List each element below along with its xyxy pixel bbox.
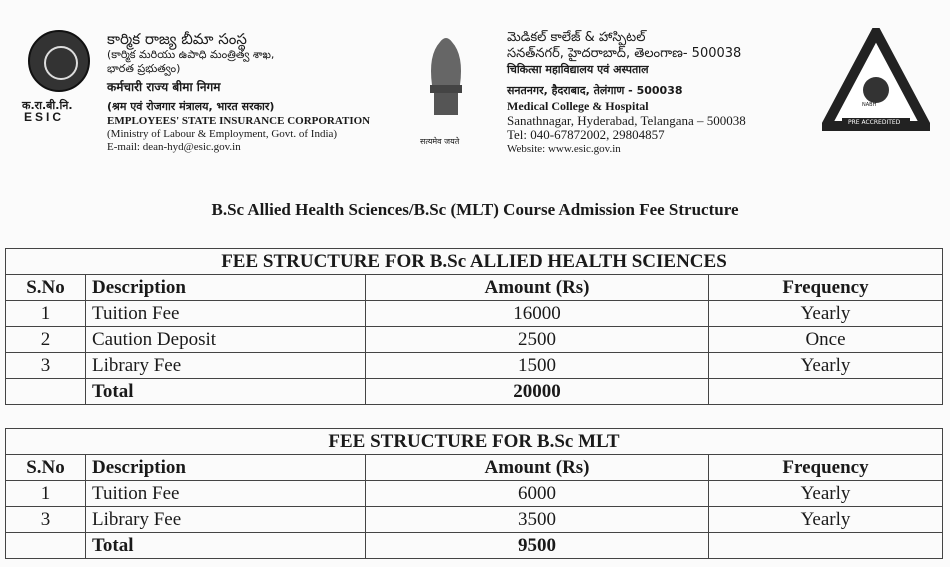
address-text: Sanathnagar, Hyderabad, Telangana – 500038 <box>507 113 746 128</box>
table-cell: 1 <box>6 301 86 327</box>
table-cell: 2500 <box>366 327 709 353</box>
total-amount: 20000 <box>366 379 709 405</box>
email-text: E-mail: dean-hyd@esic.gov.in <box>107 141 241 153</box>
column-header: S.No <box>6 455 86 481</box>
table-caption: FEE STRUCTURE FOR B.Sc MLT <box>6 429 943 455</box>
table-cell: 16000 <box>366 301 709 327</box>
esic-logo <box>28 30 90 92</box>
emblem-caption: सत्यमेव जयते <box>420 137 460 146</box>
website-text: Website: www.esic.gov.in <box>507 143 621 155</box>
column-header: Description <box>86 275 366 301</box>
column-header: S.No <box>6 275 86 301</box>
column-header: Frequency <box>709 455 943 481</box>
total-amount: 9500 <box>366 533 709 559</box>
table-cell: Yearly <box>709 353 943 379</box>
telephone-text: Tel: 040-67872002, 29804857 <box>507 127 665 142</box>
table-cell: 2 <box>6 327 86 353</box>
table-cell: Yearly <box>709 301 943 327</box>
nabh-name: NABH <box>862 102 877 108</box>
total-label: Total <box>86 379 366 405</box>
english-college-name: Medical College & Hospital <box>507 99 649 113</box>
table-cell: 3 <box>6 507 86 533</box>
english-org-name: EMPLOYEES' STATE INSURANCE CORPORATION <box>107 115 371 127</box>
national-emblem-icon <box>418 30 474 120</box>
hindi-ministry: (श्रम एवं रोजगार मंत्रालय, भारत सरकार) <box>107 100 275 113</box>
telugu-ministry: (కార్మిక మరియు ఉపాధి మంత్రిత్వ శాఖ, <box>107 48 275 61</box>
ministry-text: (Ministry of Labour & Employment, Govt. of India) <box>107 128 338 140</box>
table-cell: Once <box>709 327 943 353</box>
table-cell: Yearly <box>709 481 943 507</box>
telugu-govt: భారత ప్రభుత్వం) <box>107 62 181 75</box>
table-row <box>6 481 943 507</box>
left-letterhead <box>107 30 370 154</box>
table-cell: 1500 <box>366 353 709 379</box>
table-row <box>6 327 943 353</box>
total-row <box>6 533 943 559</box>
telugu-college-name: మెడికల్ కాలేజ్ & హాస్పిటల్ <box>507 30 646 45</box>
table-cell: 3500 <box>366 507 709 533</box>
column-header: Amount (Rs) <box>366 275 709 301</box>
table-caption: FEE STRUCTURE FOR B.Sc ALLIED HEALTH SCIENCES <box>6 249 943 275</box>
total-row <box>6 379 943 405</box>
table-cell: 6000 <box>366 481 709 507</box>
document-title: B.Sc Allied Health Sciences/B.Sc (MLT) Course Admission Fee Structure <box>211 200 739 219</box>
hindi-college-name: चिकित्सा महाविद्यालय एवं अस्पताल <box>507 63 649 76</box>
table-row <box>6 353 943 379</box>
nabh-triangle-icon <box>822 28 930 132</box>
table-cell: 1 <box>6 481 86 507</box>
table-cell: Library Fee <box>86 353 366 379</box>
column-header: Amount (Rs) <box>366 455 709 481</box>
table-cell: Library Fee <box>86 507 366 533</box>
table-cell: Tuition Fee <box>86 481 366 507</box>
table-cell: 3 <box>6 353 86 379</box>
hindi-org-name: कर्मचारी राज्य बीमा निगम <box>107 80 221 94</box>
fee-table-allied-health <box>5 248 943 405</box>
logo-hindi-text: क.रा.बी.नि. <box>22 99 73 112</box>
table-row <box>6 301 943 327</box>
hindi-address: सनतनगर, हैदराबाद, तेलंगाण - 500038 <box>507 84 683 97</box>
column-header: Frequency <box>709 275 943 301</box>
total-label: Total <box>86 533 366 559</box>
telugu-address: సనత్‌నగర్, హైదరాబాద్, తెలంగాణ- 500038 <box>507 46 742 61</box>
table-cell: Tuition Fee <box>86 301 366 327</box>
table-row <box>6 507 943 533</box>
telugu-org-name: కార్మిక రాజ్య బీమా సంస్థ <box>107 30 247 48</box>
table-cell: Yearly <box>709 507 943 533</box>
column-header: Description <box>86 455 366 481</box>
logo-text: ESIC <box>24 110 65 124</box>
nabh-badge <box>822 28 930 137</box>
table-cell: Caution Deposit <box>86 327 366 353</box>
nabh-label: PRE ACCREDITED <box>848 119 901 126</box>
right-letterhead <box>507 30 746 156</box>
fee-table-mlt <box>5 428 943 559</box>
